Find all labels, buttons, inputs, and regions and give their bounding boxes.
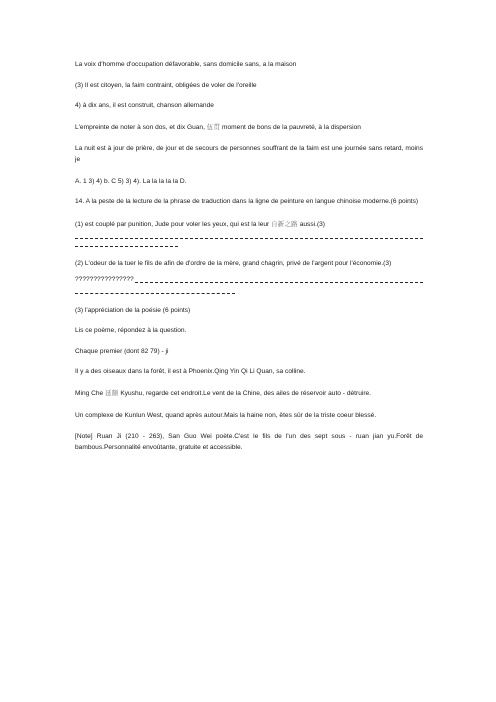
poem-line-2-part1: Ming Che	[75, 389, 104, 397]
subquestion-3: (3) l'appréciation de la poésie (6 points)	[75, 306, 191, 314]
subquestion-1-part2: aussi.(3)	[299, 220, 326, 228]
poem-line-2	[75, 388, 423, 400]
poem-line-1: Il y a des oiseaux dans la forêt, il est à Phoenix.Qing Yin Qi Li Quan, sa colline.	[75, 368, 306, 376]
subquestion-2: (2) L'odeur de la tuer le fils de afin de d'ordre de la mère, grand chagrin, privé de l'argent pour l'économie.(3)	[75, 260, 392, 268]
cjk-word-yan-jing: 延颇	[105, 388, 119, 397]
answer-blank-2-line-b	[75, 288, 235, 294]
instruction-line: Lis ce poème, répondez à la question.	[75, 327, 187, 335]
poem-line-3: Un complexe de Kunlun West, quand après autour.Mais la haine non, êtes sûr de la triste coeur blessé.	[75, 411, 377, 419]
text-line-3: 4) à dix ans, il est construit, chanson allemande	[75, 102, 214, 110]
subquestion-1	[75, 219, 423, 231]
poem-title: Chaque premier (dont 82 79) - ji	[75, 347, 169, 355]
text-line-1: La voix d'homme d'occupation défavorable, sans domicile sans, a la maison	[75, 61, 297, 68]
answer-options: A. 1 3) 4) b. C 5) 3) 4). La la la la la D.	[75, 177, 187, 185]
subquestion-1-part1: (1) est couplé par punition, Jude pour voler les yeux, qui est la leur	[75, 220, 270, 228]
paragraph-pauvrete-part1: L'empreinte de noter à son dos, et dix Guan,	[75, 123, 205, 131]
paragraph-nuit: La nuit est à jour de prière, de jour et de secours de personnes souffrant de la faim est une journée sans retard, moins je	[75, 145, 423, 163]
answer-blank-1[interactable]	[75, 233, 423, 247]
cjk-name-wu-guan: 伍贯	[206, 122, 221, 131]
placeholder-marks: ????????????????	[75, 275, 134, 283]
poem-note: [Note] Ruan Ji (210 - 263), San Guo Wei poète.C'est le fils de l'un des sept sous - ruan jian yu.Forêt de bambous.Personnalité envoûtante, gratuite et accessible.	[75, 433, 423, 451]
answer-blank-2-line-a	[135, 277, 423, 283]
poem-line-2-part2: Kyushu, regarde cet endroit.Le vent de la Chine, des ailes de réservoir auto - détruire.	[120, 389, 372, 397]
answer-blank-1-line-b	[75, 241, 178, 247]
document-page	[75, 60, 423, 464]
answer-blank-2[interactable]	[75, 275, 423, 294]
answer-blank-2-row	[75, 275, 423, 286]
answer-blank-1-line-a	[75, 233, 423, 239]
question-14: 14. A la peste de la lecture de la phrase de traduction dans la ligne de peinture en langue chinoise moderne.(6 points)	[75, 198, 419, 206]
cjk-phrase-zi-xin-zhi-lu: 自新之路	[271, 219, 298, 228]
paragraph-pauvrete	[75, 122, 423, 134]
paragraph-pauvrete-part2: moment de bons de la pauvreté, à la dispersion	[222, 123, 361, 131]
text-line-2: (3) Il est citoyen, la faim contraint, obligées de voler de l'oreille	[75, 81, 257, 89]
